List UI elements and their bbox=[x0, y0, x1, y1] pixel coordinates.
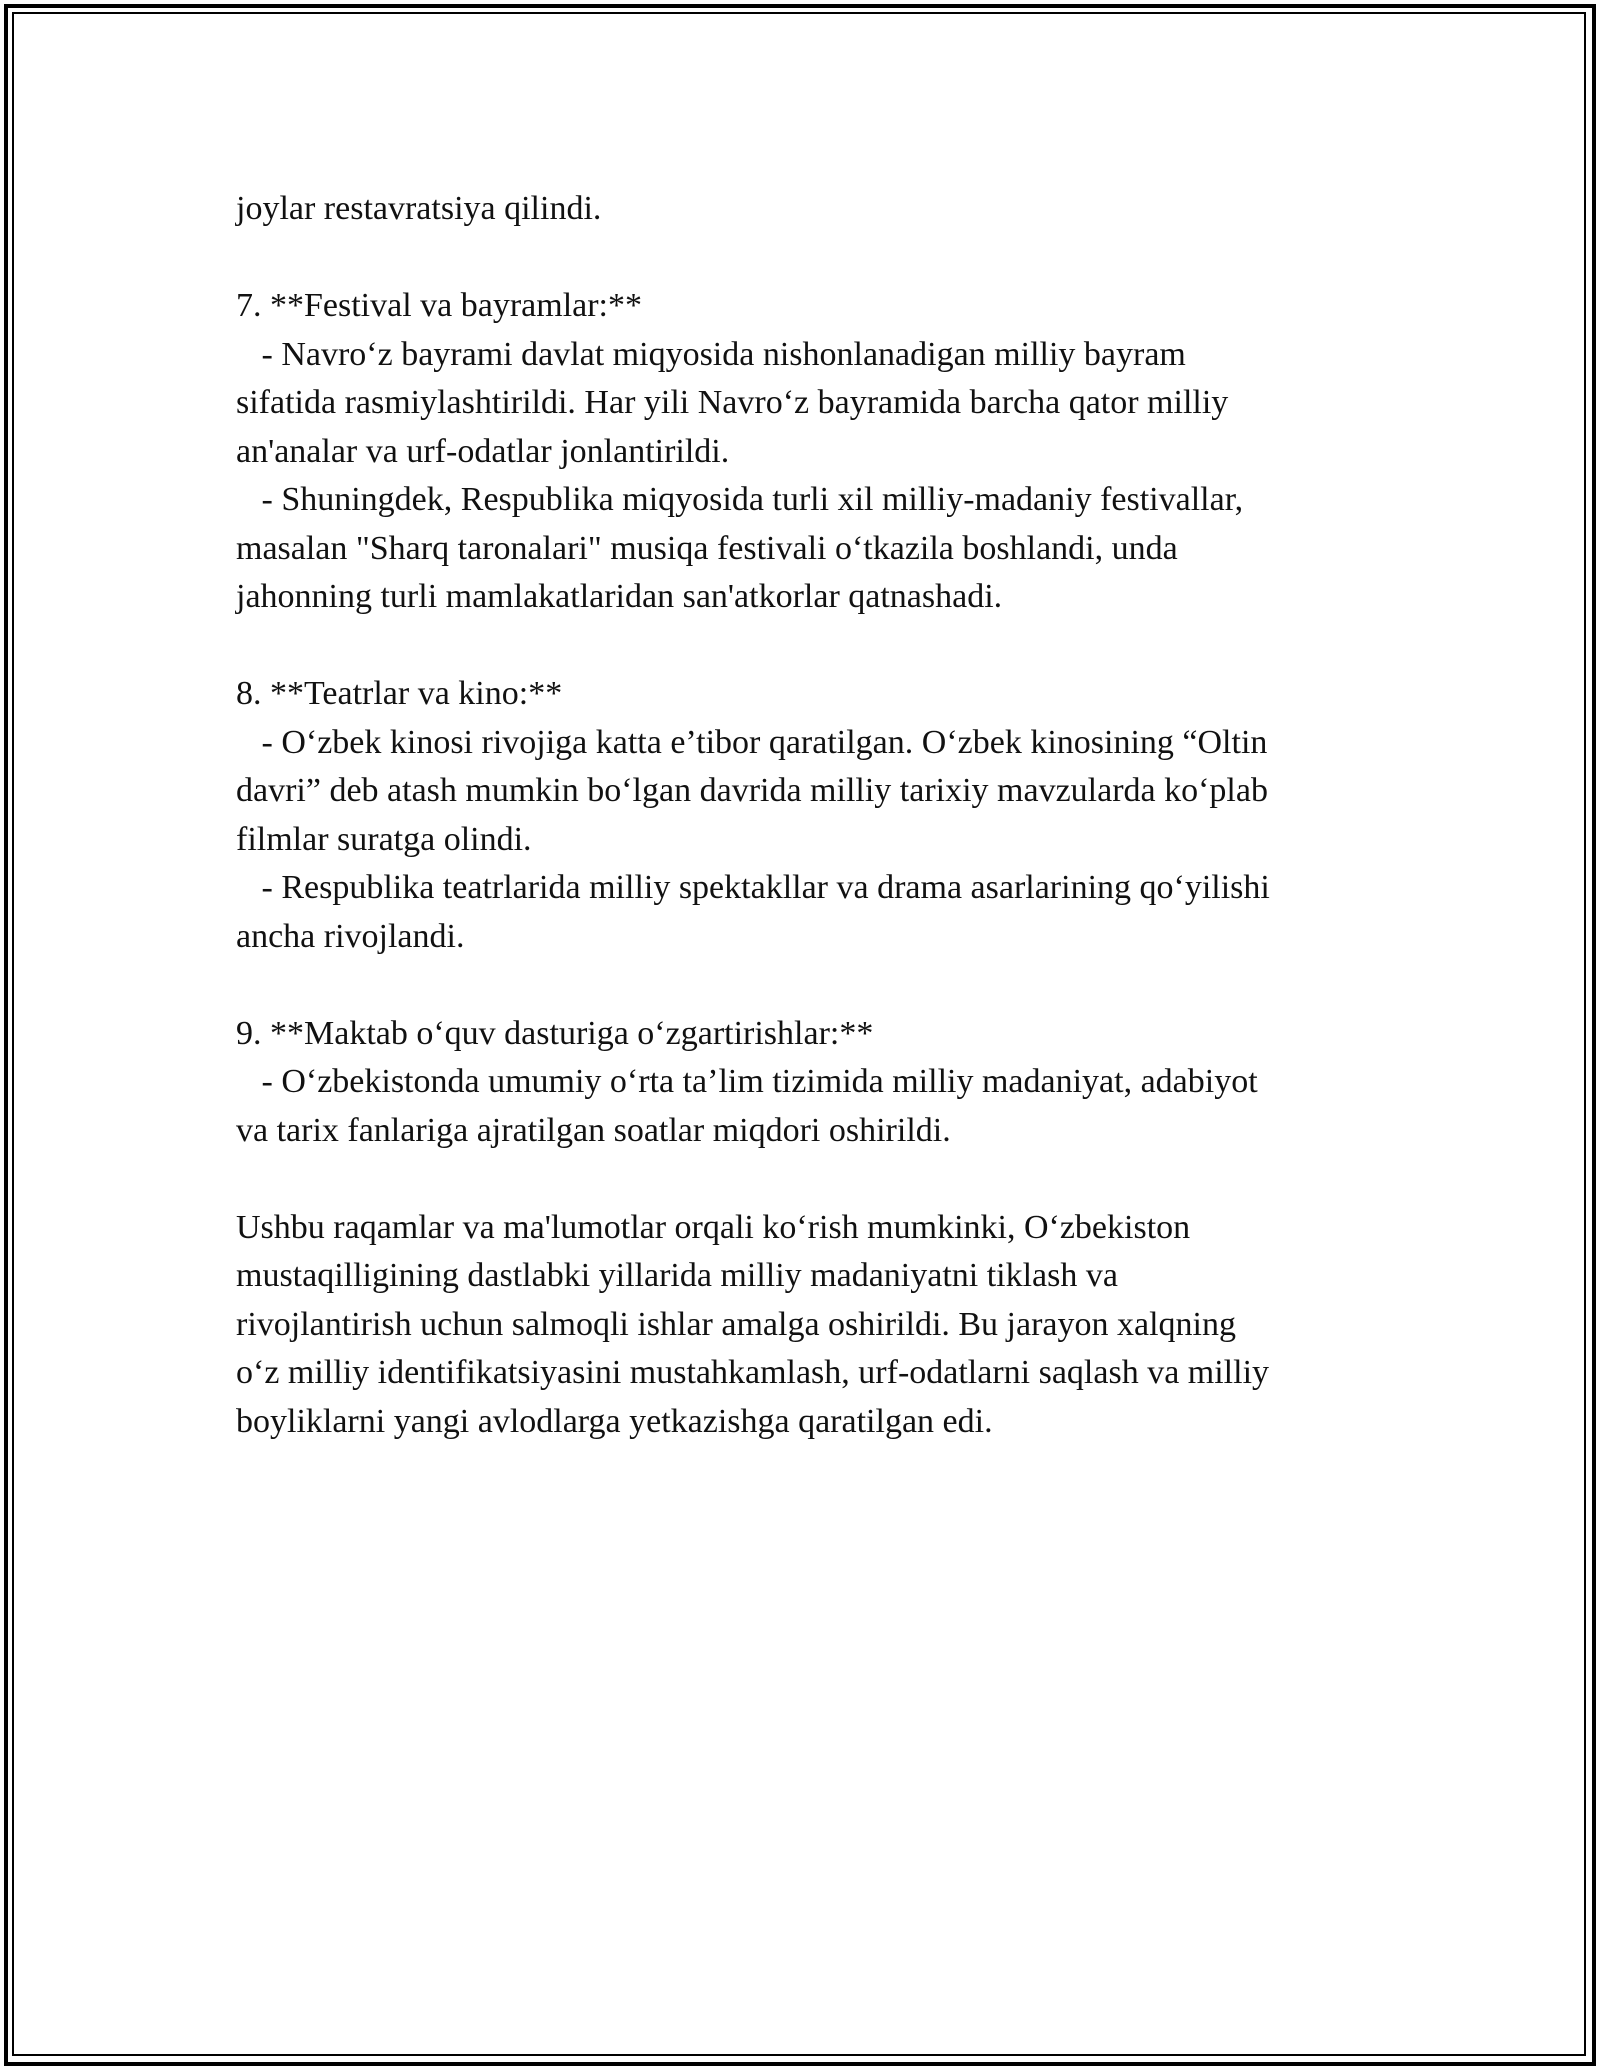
paragraph-gap bbox=[236, 961, 1356, 1010]
text-line: - O‘zbekistonda umumiy o‘rta ta’lim tizimida milliy madaniyat, adabiyot bbox=[236, 1063, 1258, 1100]
text-line: masalan "Sharq taronalari" musiqa festivali o‘tkazila boshlandi, unda bbox=[236, 529, 1178, 567]
paragraph-gap bbox=[236, 622, 1356, 671]
section-heading-festivals: 7. **Festival va bayramlar:** bbox=[236, 287, 643, 324]
text-line: filmlar suratga olindi. bbox=[236, 820, 532, 858]
paragraph-gap bbox=[236, 234, 1356, 283]
conclusion-line: o‘z milliy identifikatsiyasini mustahkamlash, urf-odatlarni saqlash va milliy bbox=[236, 1354, 1270, 1391]
text-line: - Respublika teatrlarida milliy spektakllar va drama asarlarining qo‘yilishi bbox=[236, 869, 1270, 906]
section-heading-theatres: 8. **Teatrlar va kino:** bbox=[236, 675, 563, 712]
text-line: - Shuningdek, Respublika miqyosida turli xil milliy-madaniy festivallar, bbox=[236, 481, 1244, 518]
text-line: va tarix fanlariga ajratilgan soatlar miqdori oshirildi. bbox=[236, 1111, 951, 1149]
conclusion-line: mustaqilligining dastlabki yillarida milliy madaniyatni tiklash va bbox=[236, 1257, 1118, 1294]
section-heading-curriculum: 9. **Maktab o‘quv dasturiga o‘zgartirishlar:** bbox=[236, 1014, 874, 1052]
document-body bbox=[236, 185, 1356, 1446]
text-line: sifatida rasmiylashtirildi. Har yili Navro‘z bayramida barcha qator milliy bbox=[236, 384, 1229, 421]
text-line: - O‘zbek kinosi rivojiga katta e’tibor qaratilgan. O‘zbek kinosining “Oltin bbox=[236, 723, 1268, 761]
conclusion-line: Ushbu raqamlar va ma'lumotlar orqali ko‘rish mumkinki, O‘zbekiston bbox=[236, 1208, 1191, 1246]
text-line: - Navro‘z bayrami davlat miqyosida nishonlanadigan milliy bayram bbox=[236, 335, 1186, 373]
text-line: ancha rivojlandi. bbox=[236, 917, 465, 955]
text-line: jahonning turli mamlakatlaridan san'atkorlar qatnashadi. bbox=[236, 578, 1003, 615]
text-line: an'analar va urf-odatlar jonlantirildi. bbox=[236, 432, 730, 470]
conclusion-line: boyliklarni yangi avlodlarga yetkazishga qaratilgan edi. bbox=[236, 1402, 993, 1440]
text-line: davri” deb atash mumkin bo‘lgan davrida milliy tarixiy mavzularda ko‘plab bbox=[236, 772, 1268, 809]
paragraph-gap bbox=[236, 1155, 1356, 1204]
conclusion-line: rivojlantirish uchun salmoqli ishlar amalga oshirildi. Bu jarayon xalqning bbox=[236, 1305, 1236, 1343]
text-line: joylar restavratsiya qilindi. bbox=[236, 190, 602, 227]
